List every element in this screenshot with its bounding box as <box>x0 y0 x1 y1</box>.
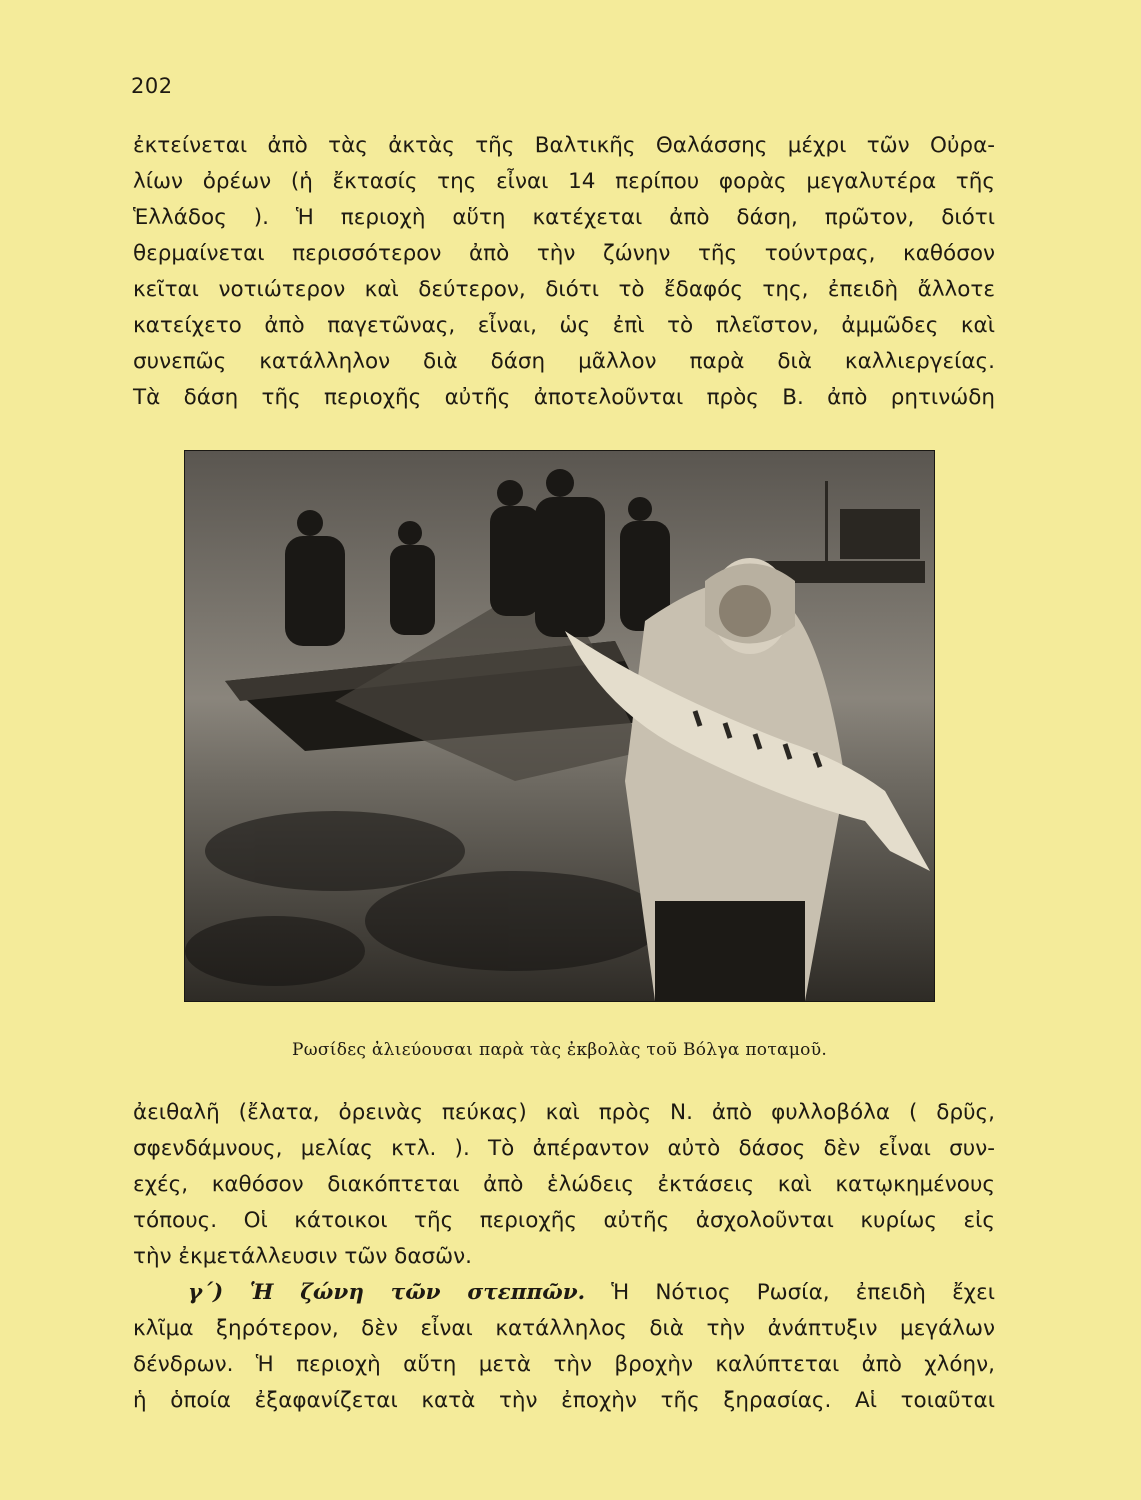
text-line: ἐκτείνεται ἀπὸ τὰς ἀκτὰς τῆς Βαλτικῆς Θαλάσσης μέχρι τῶν Οὐρα- <box>133 133 995 158</box>
figure-caption: Ρωσίδες ἀλιεύουσαι παρὰ τὰς ἐκβολὰς τοῦ Βόλγα ποταμοῦ. <box>291 1040 828 1060</box>
text-line: Ἑλλάδος ). Ἡ περιοχὴ αὕτη κατέχεται ἀπὸ δάση, πρῶτον, διότι <box>133 205 995 230</box>
text-line: δένδρων. Ἡ περιοχὴ αὕτη μετὰ τὴν βροχὴν καλύπτεται ἀπὸ χλόην, <box>133 1352 995 1377</box>
paragraph-bottom <box>133 1095 995 1419</box>
text-line: κλῖμα ξηρότερον, δὲν εἶναι κατάλληλος διὰ τὴν ἀνάπτυξιν μεγάλων <box>133 1316 995 1341</box>
paragraph-top <box>133 128 995 416</box>
text-line: ἀειθαλῆ (ἔλατα, ὀρεινὰς πεύκας) καὶ πρὸς Ν. ἀπὸ φυλλοβόλα ( δρῦς, <box>133 1100 995 1125</box>
section-first-line-text: Ἡ Νότιος Ρωσία, ἐπειδὴ ἔχει <box>611 1280 996 1305</box>
text-line: θερμαίνεται περισσότερον ἀπὸ τὴν ζώνην τῆς τούντρας, καθόσον <box>133 241 995 266</box>
text-line: κεῖται νοτιώτερον καὶ δεύτερον, διότι τὸ ἔδαφός της, ἐπειδὴ ἄλλοτε <box>133 277 995 302</box>
fishing-photograph <box>185 451 934 1001</box>
text-line: λίων ὀρέων (ἡ ἔκτασίς της εἶναι 14 περίπου φορὰς μεγαλυτέρα τῆς <box>133 169 995 194</box>
text-line: τόπους. Οἱ κάτοικοι τῆς περιοχῆς αὐτῆς ἀσχολοῦνται κυρίως εἰς <box>133 1208 995 1233</box>
text-line: σφενδάμνους, μελίας κτλ. ). Τὸ ἀπέραντον αὐτὸ δάσος δὲν εἶναι συν- <box>133 1136 995 1161</box>
section-first-line <box>133 1275 995 1311</box>
page-number: 202 <box>131 74 173 98</box>
text-line: Τὰ δάση τῆς περιοχῆς αὐτῆς ἀποτελοῦνται πρὸς Β. ἀπὸ ρητινώδη <box>133 385 995 410</box>
text-line: εχές, καθόσον διακόπτεται ἀπὸ ἑλώδεις ἐκτάσεις καὶ κατῳκημένους <box>133 1172 995 1197</box>
text-line: συνεπῶς κατάλληλον διὰ δάση μᾶλλον παρὰ διὰ καλλιεργείας. <box>133 349 995 374</box>
text-line: τὴν ἐκμετάλλευσιν τῶν δασῶν. <box>133 1244 472 1269</box>
text-line: κατείχετο ἀπὸ παγετῶνας, εἶναι, ὡς ἐπὶ τὸ πλεῖστον, ἀμμῶδες καὶ <box>133 313 995 338</box>
section-heading: γ΄) Ἡ ζώνη τῶν στεππῶν. <box>188 1280 586 1305</box>
text-line: ἡ ὁποία ἐξαφανίζεται κατὰ τὴν ἐποχὴν τῆς ξηρασίας. Αἱ τοιαῦται <box>133 1388 995 1413</box>
